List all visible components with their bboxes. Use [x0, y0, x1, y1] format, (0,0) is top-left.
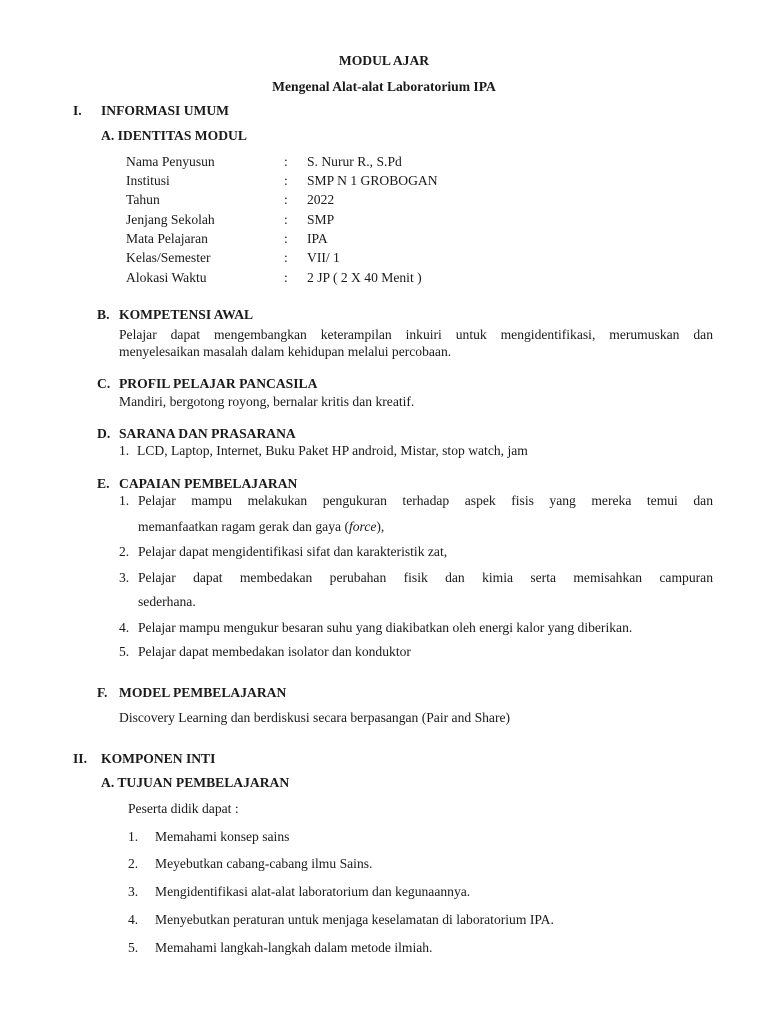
section-2-number: II. — [73, 751, 87, 766]
list-item-text-continuation: sederhana. — [138, 594, 196, 609]
section-f-letter: F. — [97, 685, 108, 700]
section-e-heading: CAPAIAN PEMBELAJARAN — [119, 476, 298, 491]
identity-value: 2 JP ( 2 X 40 Menit ) — [307, 270, 422, 285]
identity-value: S. Nurur R., S.Pd — [307, 154, 402, 169]
list-item-number: 3. — [128, 884, 139, 899]
section-d-letter: D. — [97, 426, 111, 441]
section-b-text-line: Pelajar dapat mengembangkan keterampilan inkuiri untuk mengidentifikasi, merumuskan dan — [119, 327, 713, 342]
list-item-number: 2. — [128, 856, 139, 871]
section-b-letter: B. — [97, 307, 110, 322]
identity-value: VII/ 1 — [307, 250, 340, 265]
section-d-item-text: LCD, Laptop, Internet, Buku Paket HP android, Mistar, stop watch, jam — [137, 443, 528, 458]
section-d-heading: SARANA DAN PRASARANA — [119, 426, 296, 441]
learning-objectives-heading: A. TUJUAN PEMBELAJARAN — [101, 775, 290, 790]
list-item-number: 3. — [119, 570, 130, 585]
identity-label: Kelas/Semester — [126, 250, 211, 265]
list-item-text-continuation: memanfaatkan ragam gerak dan gaya (force), — [138, 519, 385, 534]
list-item-text: Memahami langkah-langkah dalam metode ilmiah. — [155, 940, 433, 955]
list-item-number: 4. — [119, 620, 130, 635]
list-item-text: Pelajar dapat membedakan isolator dan konduktor — [138, 644, 411, 659]
list-item-text: Menyebutkan peraturan untuk menjaga keselamatan di laboratorium IPA. — [155, 912, 554, 927]
list-item-text: Pelajar dapat membedakan perubahan fisik dan kimia serta memisahkan campuran — [138, 570, 713, 585]
section-1-number: I. — [73, 103, 82, 118]
identity-value: SMP N 1 GROBOGAN — [307, 173, 438, 188]
section-c-heading: PROFIL PELAJAR PANCASILA — [119, 376, 318, 391]
list-item-text: Pelajar mampu melakukan pengukuran terhadap aspek fisis yang mereka temui dan — [138, 493, 713, 508]
list-item-text: Meyebutkan cabang-cabang ilmu Sains. — [155, 856, 373, 871]
identity-colon: : — [284, 212, 288, 227]
list-item-number: 2. — [119, 544, 130, 559]
identity-label: Mata Pelajaran — [126, 231, 208, 246]
module-title: MODUL AJAR — [338, 53, 430, 68]
identity-value: 2022 — [307, 192, 335, 207]
identity-colon: : — [284, 173, 288, 188]
section-b-heading: KOMPETENSI AWAL — [119, 307, 254, 322]
identity-colon: : — [284, 270, 288, 285]
list-item-text: Memahami konsep sains — [155, 829, 290, 844]
section-f-heading: MODEL PEMBELAJARAN — [119, 685, 287, 700]
identity-value: SMP — [307, 212, 335, 227]
identity-colon: : — [284, 192, 288, 207]
list-item-number: 1. — [128, 829, 139, 844]
list-item-number: 5. — [128, 940, 139, 955]
identity-colon: : — [284, 231, 288, 246]
module-subtitle: Mengenal Alat-alat Laboratorium IPA — [272, 79, 496, 94]
identity-label: Nama Penyusun — [126, 154, 215, 169]
section-e-letter: E. — [97, 476, 110, 491]
section-f-text: Discovery Learning dan berdiskusi secara berpasangan (Pair and Share) — [119, 710, 511, 725]
identity-heading: A. IDENTITAS MODUL — [101, 128, 247, 143]
section-b-text-line: menyelesaikan masalah dalam kehidupan melalui percobaan. — [119, 344, 452, 359]
section-2-heading: KOMPONEN INTI — [101, 751, 216, 766]
section-c-letter: C. — [97, 376, 111, 391]
identity-value: IPA — [307, 231, 328, 246]
list-item-number: 1. — [119, 493, 130, 508]
learning-objectives-intro: Peserta didik dapat : — [128, 801, 239, 816]
list-item-number: 5. — [119, 644, 130, 659]
list-item-number: 4. — [128, 912, 139, 927]
identity-colon: : — [284, 154, 288, 169]
list-item-text: Pelajar dapat mengidentifikasi sifat dan karakteristik zat, — [138, 544, 448, 559]
section-c-text: Mandiri, bergotong royong, bernalar kritis dan kreatif. — [119, 394, 415, 409]
list-item-text: Mengidentifikasi alat-alat laboratorium dan kegunaannya. — [155, 884, 471, 899]
identity-label: Jenjang Sekolah — [126, 212, 215, 227]
identity-colon: : — [284, 250, 288, 265]
identity-label: Tahun — [126, 192, 160, 207]
identity-label: Institusi — [126, 173, 170, 188]
section-1-heading: INFORMASI UMUM — [101, 103, 229, 118]
section-d-item-number: 1. — [119, 443, 130, 458]
identity-label: Alokasi Waktu — [126, 270, 207, 285]
list-item-text: Pelajar mampu mengukur besaran suhu yang diakibatkan oleh energi kalor yang diberikan. — [138, 620, 633, 635]
